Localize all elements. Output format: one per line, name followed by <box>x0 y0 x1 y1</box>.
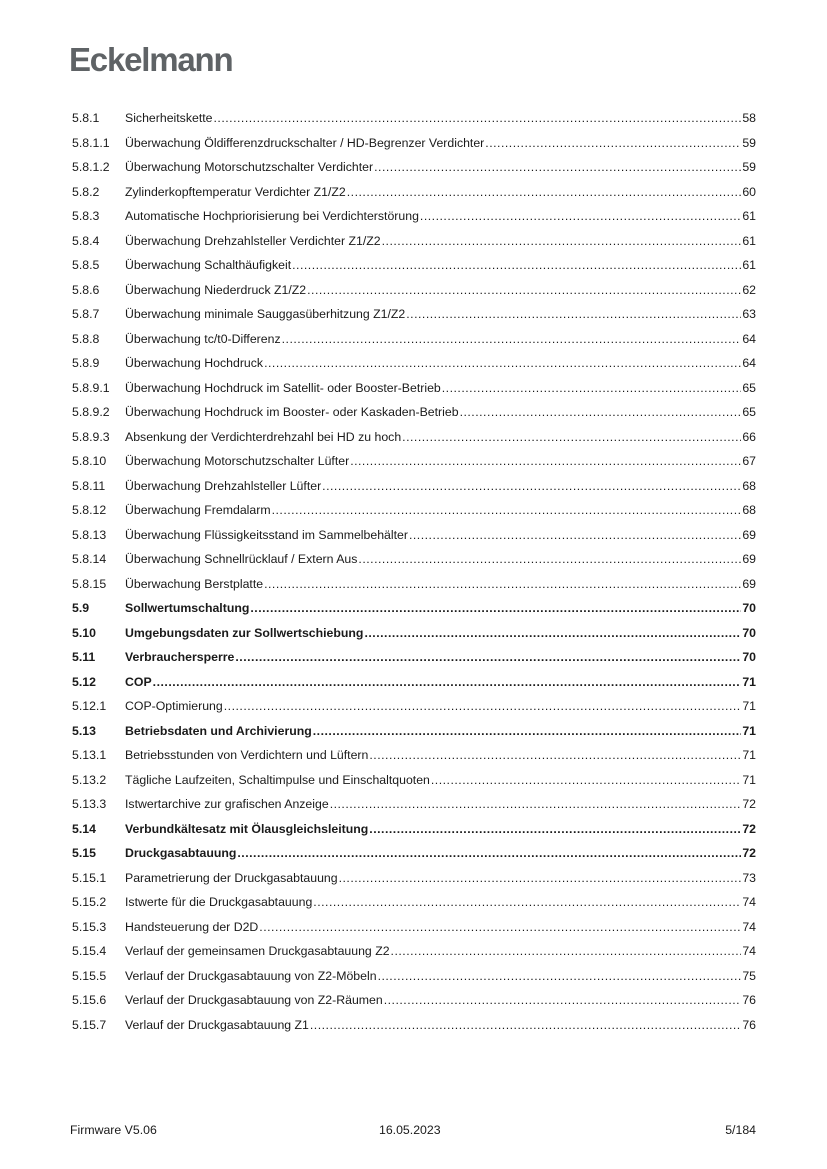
toc-dot-leader <box>264 353 741 373</box>
toc-entry-page[interactable]: 74 <box>742 919 756 934</box>
toc-entry-number: 5.13.2 <box>72 772 107 787</box>
toc-entry-title[interactable]: Überwachung Schalthäufigkeit <box>125 258 292 272</box>
toc-entry-title[interactable]: Überwachung Drehzahlsteller Verdichter Z1/Z2 <box>125 233 381 248</box>
footer-firmware-version: Firmware V5.06 <box>70 1123 157 1137</box>
toc-entry-page[interactable]: 71 <box>742 772 756 787</box>
toc-entry[interactable] <box>72 353 756 378</box>
toc-entry-title[interactable]: Überwachung Hochdruck im Booster- oder Kaskaden-Betrieb <box>125 405 459 419</box>
toc-entry[interactable] <box>72 598 756 623</box>
toc-entry-title[interactable]: Überwachung Schnellrücklauf / Extern Aus <box>125 552 358 566</box>
toc-entry-page[interactable]: 71 <box>742 699 756 713</box>
toc-entry-title[interactable]: Druckgasabtauung <box>125 846 237 860</box>
toc-entry-page[interactable]: 69 <box>742 576 756 591</box>
toc-entry[interactable] <box>72 378 756 403</box>
toc-entry[interactable] <box>72 721 756 746</box>
toc-entry-title[interactable]: Überwachung tc/t0-Differenz <box>125 331 281 346</box>
toc-dot-leader <box>485 133 741 153</box>
toc-entry-number: 5.8.12 <box>72 503 107 517</box>
toc-entry-title[interactable]: Parametrierung der Druckgasabtauung <box>125 870 338 885</box>
toc-entry-title[interactable]: Überwachung Flüssigkeitsstand im Sammelbehälter <box>125 527 408 542</box>
toc-dot-leader <box>460 402 742 422</box>
toc-dot-leader <box>409 525 741 545</box>
toc-dot-leader <box>153 672 742 692</box>
toc-entry-page[interactable]: 71 <box>742 674 756 689</box>
toc-entry-number: 5.15.2 <box>72 895 107 909</box>
toc-entry-page[interactable]: 61 <box>742 233 756 248</box>
toc-entry-number: 5.13 <box>72 723 96 738</box>
toc-entry[interactable] <box>72 745 756 770</box>
footer-page-number: 5/184 <box>725 1123 756 1137</box>
toc-dot-leader <box>292 255 741 275</box>
toc-entry[interactable] <box>72 157 756 182</box>
toc-entry-number: 5.8.7 <box>72 307 100 321</box>
toc-entry-title[interactable]: Verbundkältesatz mit Ölausgleichsleitung <box>125 821 369 836</box>
toc-entry-number: 5.15.7 <box>72 1017 107 1032</box>
toc-entry-page[interactable]: 68 <box>742 503 756 517</box>
toc-entry-title[interactable]: Istwertarchive zur grafischen Anzeige <box>125 797 329 811</box>
toc-entry-number: 5.12.1 <box>72 699 107 713</box>
toc-entry[interactable] <box>72 574 756 599</box>
toc-entry-title[interactable]: Überwachung Fremdalarm <box>125 503 271 517</box>
toc-entry-number: 5.11 <box>72 650 96 664</box>
toc-entry[interactable] <box>72 623 756 648</box>
toc-dot-leader <box>358 549 741 569</box>
toc-entry-title[interactable]: Verlauf der Druckgasabtauung von Z2-Möbeln <box>125 968 377 983</box>
toc-entry-number: 5.8.1.2 <box>72 160 110 174</box>
toc-entry-page[interactable]: 75 <box>742 968 756 983</box>
toc-entry-page[interactable]: 74 <box>742 944 756 958</box>
toc-entry-page[interactable]: 73 <box>742 870 756 885</box>
toc-entry-title[interactable]: Automatische Hochpriorisierung bei Verdichterstörung <box>125 209 419 223</box>
toc-entry[interactable] <box>72 672 756 697</box>
toc-entry-number: 5.12 <box>72 674 96 689</box>
toc-dot-leader <box>369 745 741 765</box>
toc-entry-number: 5.8.6 <box>72 282 100 297</box>
table-of-contents <box>72 108 756 1039</box>
toc-entry-page[interactable]: 76 <box>742 1017 756 1032</box>
toc-entry-number: 5.15.5 <box>72 968 107 983</box>
toc-entry[interactable] <box>72 304 756 329</box>
toc-entry-page[interactable]: 59 <box>742 135 756 150</box>
toc-entry-title[interactable]: Umgebungsdaten zur Sollwertschiebung <box>125 625 364 640</box>
toc-entry-number: 5.15 <box>72 846 96 860</box>
toc-entry[interactable] <box>72 402 756 427</box>
toc-dot-leader <box>214 108 742 128</box>
toc-entry-title[interactable]: Überwachung Motorschutzschalter Verdichter <box>125 160 374 174</box>
toc-dot-leader <box>442 378 742 398</box>
toc-entry[interactable] <box>72 966 756 991</box>
toc-entry-page[interactable]: 66 <box>742 429 756 444</box>
toc-entry[interactable] <box>72 500 756 525</box>
toc-entry-title[interactable]: COP <box>125 674 152 689</box>
toc-entry-number: 5.8.9.1 <box>72 380 110 395</box>
toc-dot-leader <box>420 206 741 226</box>
toc-entry-number: 5.15.4 <box>72 944 107 958</box>
toc-entry[interactable] <box>72 427 756 452</box>
toc-entry-number: 5.8.9.3 <box>72 429 110 444</box>
toc-entry-title[interactable]: Überwachung Öldifferenzdruckschalter / HD-Begrenzer Verdichter <box>125 135 485 150</box>
toc-dot-leader <box>369 819 741 839</box>
toc-entry-page[interactable]: 71 <box>742 748 756 762</box>
toc-entry-number: 5.8.13 <box>72 527 107 542</box>
toc-entry-page[interactable]: 60 <box>742 184 756 199</box>
toc-entry-page[interactable]: 68 <box>742 478 756 493</box>
toc-entry-number: 5.8.3 <box>72 209 100 223</box>
toc-entry-title[interactable]: Überwachung Niederdruck Z1/Z2 <box>125 282 307 297</box>
toc-entry-number: 5.8.14 <box>72 552 107 566</box>
toc-entry-number: 5.8.2 <box>72 184 100 199</box>
toc-entry-page[interactable]: 61 <box>742 209 756 223</box>
toc-dot-leader <box>330 794 742 814</box>
toc-dot-leader <box>310 1015 741 1035</box>
toc-entry-title[interactable]: Überwachung Motorschutzschalter Lüfter <box>125 454 350 468</box>
toc-entry-title[interactable]: COP-Optimierung <box>125 699 223 713</box>
toc-entry-page[interactable]: 65 <box>742 405 756 419</box>
toc-entry[interactable] <box>72 770 756 795</box>
toc-dot-leader <box>264 574 741 594</box>
toc-entry-number: 5.9 <box>72 601 90 615</box>
toc-entry-page[interactable]: 69 <box>742 552 756 566</box>
toc-entry-title[interactable]: Überwachung Drehzahlsteller Lüfter <box>125 478 322 493</box>
toc-entry-title[interactable]: Handsteuerung der D2D <box>125 919 259 934</box>
toc-dot-leader <box>235 647 741 667</box>
toc-dot-leader <box>402 427 741 447</box>
toc-entry-page[interactable]: 58 <box>742 111 756 125</box>
toc-entry-title[interactable]: Zylinderkopftemperatur Verdichter Z1/Z2 <box>125 184 346 199</box>
toc-entry-number: 5.8.9 <box>72 356 100 370</box>
toc-entry[interactable] <box>72 990 756 1015</box>
toc-dot-leader <box>391 941 742 961</box>
toc-entry-number: 5.8.11 <box>72 478 106 493</box>
toc-entry[interactable] <box>72 451 756 476</box>
toc-entry-number: 5.8.1.1 <box>72 135 110 150</box>
toc-entry[interactable] <box>72 206 756 231</box>
toc-dot-leader <box>322 476 741 496</box>
toc-entry[interactable] <box>72 868 756 893</box>
toc-entry-title[interactable]: Sollwertumschaltung <box>125 601 250 615</box>
toc-entry-page[interactable]: 70 <box>742 650 756 664</box>
toc-entry-number: 5.13.1 <box>72 748 107 762</box>
toc-entry-title[interactable]: Tägliche Laufzeiten, Schaltimpulse und Einschaltquoten <box>125 772 430 787</box>
toc-entry-page[interactable]: 74 <box>742 895 756 909</box>
toc-dot-leader <box>378 966 742 986</box>
toc-entry-page[interactable]: 65 <box>742 380 756 395</box>
toc-dot-leader <box>374 157 741 177</box>
toc-entry-page[interactable]: 69 <box>742 527 756 542</box>
toc-entry[interactable] <box>72 696 756 721</box>
toc-dot-leader <box>431 770 741 790</box>
toc-dot-leader <box>339 868 742 888</box>
toc-entry-title[interactable]: Sicherheitskette <box>125 111 213 125</box>
toc-entry-number: 5.15.3 <box>72 919 107 934</box>
toc-entry-page[interactable]: 62 <box>742 282 756 297</box>
toc-entry[interactable] <box>72 843 756 868</box>
toc-entry[interactable] <box>72 280 756 305</box>
toc-entry[interactable] <box>72 794 756 819</box>
toc-entry[interactable] <box>72 133 756 158</box>
toc-entry-number: 5.8.15 <box>72 576 107 591</box>
toc-entry[interactable] <box>72 892 756 917</box>
toc-entry[interactable] <box>72 549 756 574</box>
toc-entry[interactable] <box>72 917 756 942</box>
toc-entry-number: 5.8.10 <box>72 454 107 468</box>
toc-entry[interactable] <box>72 108 756 133</box>
toc-dot-leader <box>364 623 741 643</box>
toc-entry[interactable] <box>72 525 756 550</box>
eckelmann-logo: Eckelmann <box>69 41 233 78</box>
toc-entry[interactable] <box>72 1015 756 1040</box>
toc-dot-leader <box>259 917 741 937</box>
toc-dot-leader <box>313 721 742 741</box>
toc-entry-number: 5.8.5 <box>72 258 100 272</box>
toc-entry-title[interactable]: Istwerte für die Druckgasabtauung <box>125 895 313 909</box>
toc-entry-number: 5.8.9.2 <box>72 405 110 419</box>
toc-entry-title[interactable]: Verlauf der gemeinsamen Druckgasabtauung Z2 <box>125 944 390 958</box>
toc-dot-leader <box>382 231 742 251</box>
toc-dot-leader <box>307 280 741 300</box>
footer-date: 16.05.2023 <box>379 1123 441 1137</box>
toc-dot-leader <box>406 304 741 324</box>
toc-entry-number: 5.15.1 <box>72 870 107 885</box>
toc-entry[interactable] <box>72 231 756 256</box>
toc-entry-title[interactable]: Überwachung minimale Sauggasüberhitzung Z1/Z2 <box>125 307 406 321</box>
toc-dot-leader <box>347 182 742 202</box>
toc-entry-page[interactable]: 71 <box>742 723 756 738</box>
toc-entry-number: 5.14 <box>72 821 96 836</box>
toc-entry-number: 5.15.6 <box>72 993 107 1007</box>
toc-entry-title[interactable]: Absenkung der Verdichterdrehzahl bei HD zu hoch <box>125 429 402 444</box>
toc-entry-page[interactable]: 70 <box>742 625 756 640</box>
toc-dot-leader <box>224 696 742 716</box>
toc-entry-title[interactable]: Überwachung Berstplatte <box>125 576 264 591</box>
toc-entry-page[interactable]: 64 <box>742 331 756 346</box>
toc-entry-title[interactable]: Verbrauchersperre <box>125 650 235 664</box>
toc-dot-leader <box>313 892 741 912</box>
toc-entry[interactable] <box>72 255 756 280</box>
toc-entry-page[interactable]: 72 <box>742 821 756 836</box>
toc-dot-leader <box>282 329 742 349</box>
toc-entry-title[interactable]: Betriebsdaten und Archivierung <box>125 723 312 738</box>
toc-entry-number: 5.8.8 <box>72 331 100 346</box>
toc-entry-number: 5.8.1 <box>72 111 100 125</box>
toc-entry[interactable] <box>72 647 756 672</box>
toc-entry-page[interactable]: 76 <box>742 993 756 1007</box>
toc-dot-leader <box>237 843 741 863</box>
toc-entry-page[interactable]: 72 <box>742 797 756 811</box>
toc-entry-number: 5.8.4 <box>72 233 100 248</box>
toc-entry[interactable] <box>72 329 756 354</box>
toc-entry-page[interactable]: 72 <box>742 846 756 860</box>
toc-entry-title[interactable]: Überwachung Hochdruck im Satellit- oder Booster-Betrieb <box>125 380 441 395</box>
toc-entry-title[interactable]: Verlauf der Druckgasabtauung Z1 <box>125 1017 309 1032</box>
toc-entry-page[interactable]: 63 <box>742 307 756 321</box>
toc-entry-page[interactable]: 64 <box>742 356 756 370</box>
toc-entry-title[interactable]: Betriebsstunden von Verdichtern und Lüftern <box>125 748 369 762</box>
toc-entry-page[interactable]: 70 <box>742 601 756 615</box>
toc-entry[interactable] <box>72 476 756 501</box>
toc-entry-page[interactable]: 67 <box>742 454 756 468</box>
toc-dot-leader <box>350 451 741 471</box>
toc-entry[interactable] <box>72 941 756 966</box>
toc-entry-number: 5.13.3 <box>72 797 107 811</box>
toc-dot-leader <box>250 598 741 618</box>
toc-entry[interactable] <box>72 182 756 207</box>
toc-entry-page[interactable]: 61 <box>742 258 756 272</box>
toc-entry[interactable] <box>72 819 756 844</box>
toc-entry-title[interactable]: Überwachung Hochdruck <box>125 356 264 370</box>
toc-entry-number: 5.10 <box>72 625 96 640</box>
toc-entry-title[interactable]: Verlauf der Druckgasabtauung von Z2-Räumen <box>125 993 383 1007</box>
toc-entry-page[interactable]: 59 <box>742 160 756 174</box>
toc-dot-leader <box>272 500 742 520</box>
toc-dot-leader <box>384 990 742 1010</box>
